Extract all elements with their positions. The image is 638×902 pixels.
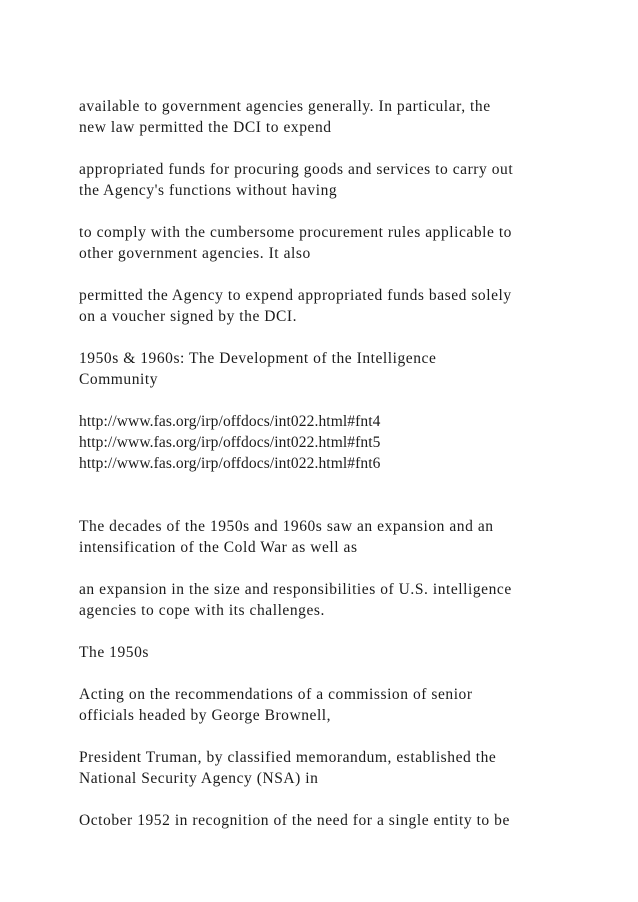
footnote-link[interactable]: http://www.fas.org/irp/offdocs/int022.html#fnt5	[79, 434, 381, 451]
paragraph	[79, 285, 579, 327]
text-line: Acting on the recommendations of a commission of senior	[79, 686, 473, 703]
text-line: October 1952 in recognition of the need for a single entity to be	[79, 812, 510, 829]
text-line: The 1950s	[79, 644, 149, 661]
text-line: National Security Agency (NSA) in	[79, 770, 319, 787]
text-line: appropriated funds for procuring goods and services to carry out	[79, 161, 514, 178]
text-line: other government agencies. It also	[79, 245, 311, 262]
text-line: 1950s & 1960s: The Development of the Intelligence	[79, 350, 437, 367]
text-line: the Agency's functions without having	[79, 182, 338, 199]
text-line: new law permitted the DCI to expend	[79, 119, 332, 136]
text-line: an expansion in the size and responsibilities of U.S. intelligence	[79, 581, 512, 598]
paragraph	[79, 684, 579, 726]
text-line: intensification of the Cold War as well as	[79, 539, 358, 556]
text-line: President Truman, by classified memorandum, established the	[79, 749, 497, 766]
text-line: available to government agencies generally. In particular, the	[79, 98, 491, 115]
text-line: to comply with the cumbersome procurement rules applicable to	[79, 224, 512, 241]
paragraph	[79, 159, 579, 201]
footnote-link[interactable]: http://www.fas.org/irp/offdocs/int022.html#fnt4	[79, 413, 381, 430]
paragraph	[79, 747, 579, 789]
paragraph	[79, 810, 579, 831]
text-line: Community	[79, 371, 159, 388]
text-line: The decades of the 1950s and 1960s saw an expansion and an	[79, 518, 494, 535]
footnote-link[interactable]: http://www.fas.org/irp/offdocs/int022.html#fnt6	[79, 455, 381, 472]
paragraph	[79, 516, 579, 558]
section-heading	[79, 348, 579, 390]
document-body	[79, 96, 579, 852]
text-line: officials headed by George Brownell,	[79, 707, 332, 724]
text-line: permitted the Agency to expend appropriated funds based solely	[79, 287, 512, 304]
text-line: on a voucher signed by the DCI.	[79, 308, 298, 325]
paragraph	[79, 222, 579, 264]
subsection-heading	[79, 642, 579, 663]
text-line: agencies to cope with its challenges.	[79, 602, 325, 619]
paragraph	[79, 579, 579, 621]
footnote-links	[79, 411, 579, 474]
paragraph	[79, 96, 579, 138]
